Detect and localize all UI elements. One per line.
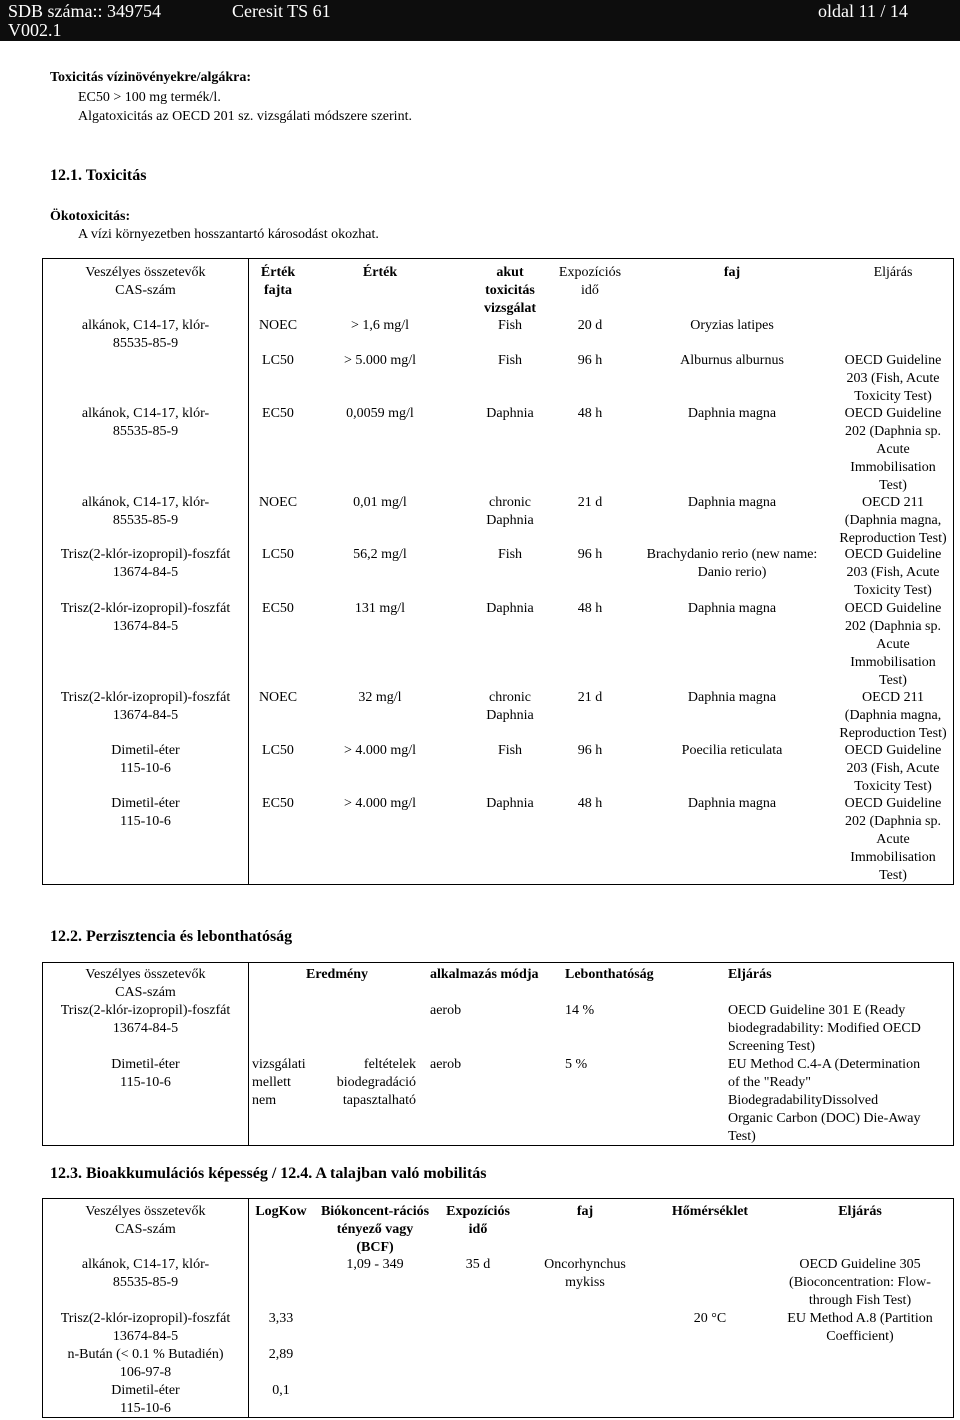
bio-header-temperature: Hőmérséklet <box>671 1204 749 1219</box>
bio-header-bcf: Biókoncent-rációs tényező vagy (BCF) <box>320 1204 430 1255</box>
bio-component <box>43 1256 248 1292</box>
tox-acute-line: Fish <box>497 743 523 758</box>
persist-method-line: OECD Guideline 301 E (Ready <box>728 1003 906 1018</box>
tox-acute-line: Daphnia <box>486 513 534 528</box>
tox-value-type: EC50 <box>262 406 294 421</box>
tox-species <box>632 795 832 813</box>
tox-acute <box>475 689 545 725</box>
persist-result-line: mellett biodegradáció <box>252 1075 416 1090</box>
tox-method-line: (Daphnia magna, <box>844 513 942 528</box>
tox-acute-line: Daphnia <box>486 708 534 723</box>
tox-species-line: Daphnia magna <box>687 406 777 421</box>
tox-value-type: EC50 <box>262 796 294 811</box>
persist-result-line: nem tapasztalható <box>252 1093 416 1108</box>
tox-acute <box>475 795 545 813</box>
component-cas: 85535-85-9 <box>112 513 179 528</box>
tox-acute-line: chronic <box>489 690 531 705</box>
tox-method <box>834 689 952 743</box>
component-cas: 115-10-6 <box>120 1075 171 1090</box>
bio-method <box>770 1256 950 1310</box>
algae-line-2: Algatoxicitás az OECD 201 sz. vizsgálati módszere szerint. <box>78 109 412 124</box>
tox-method-line: 202 (Daphnia sp. <box>844 619 942 634</box>
ecotox-title: Ökotoxicitás: <box>50 209 131 224</box>
component-cas: 85535-85-9 <box>112 336 179 351</box>
persist-result-line: vizsgálati feltételek <box>252 1057 416 1072</box>
tox-value-type: LC50 <box>262 547 294 562</box>
bio-bcf: 1,09 - 349 <box>346 1257 404 1272</box>
tox-header-species: faj <box>723 265 741 280</box>
tox-value: 56,2 mg/l <box>353 547 407 562</box>
bio-component <box>43 1346 248 1382</box>
tox-method-line: 203 (Fish, Acute <box>846 371 940 386</box>
tox-method-line: Toxicity Test) <box>854 779 932 794</box>
page-header <box>0 0 960 41</box>
tox-exposure: 96 h <box>577 353 603 368</box>
tox-method <box>834 795 952 885</box>
persist-method <box>728 1002 950 1056</box>
tox-species <box>632 742 832 760</box>
tox-method <box>834 600 952 690</box>
component-name: Trisz(2-klór-izopropil)-foszfát <box>60 1003 231 1018</box>
tox-method-line: OECD 211 <box>861 495 925 510</box>
persist-header-method: Eljárás <box>728 967 772 982</box>
tox-method-line: Toxicity Test) <box>854 583 932 598</box>
tox-acute-line: Daphnia <box>486 601 534 616</box>
tox-value: > 5.000 mg/l <box>343 353 417 368</box>
persist-method-line: Organic Carbon (DOC) Die-Away <box>728 1111 921 1126</box>
component-cas: 13674-84-5 <box>112 1021 179 1036</box>
tox-header-value: Érték <box>362 265 398 280</box>
persist-method <box>728 1056 950 1146</box>
tox-method-line: Immobilisation <box>850 460 936 475</box>
persist-mode: aerob <box>430 1003 462 1018</box>
product-name: Ceresit TS 61 <box>232 1 331 21</box>
persist-method-line: EU Method C.4-A (Determination <box>728 1057 921 1072</box>
bio-logkow: 2,89 <box>268 1347 294 1362</box>
tox-method-line: Test) <box>879 673 907 688</box>
tox-component <box>43 317 248 353</box>
tox-exposure: 48 h <box>577 601 603 616</box>
persist-method-line: of the "Ready" <box>728 1075 811 1090</box>
tox-method-line: Test) <box>879 478 907 493</box>
tox-species-line: Oryzias latipes <box>690 318 774 333</box>
tox-method-line: Acute <box>876 832 910 847</box>
tox-method <box>834 405 952 495</box>
tox-value: > 4.000 mg/l <box>343 743 417 758</box>
tox-method-line: Immobilisation <box>850 850 936 865</box>
component-name: Trisz(2-klór-izopropil)-foszfát <box>60 1311 231 1326</box>
bio-method <box>770 1310 950 1346</box>
component-name: Dimetil-éter <box>111 1057 180 1072</box>
bio-header-method: Eljárás <box>838 1204 882 1219</box>
component-name: Dimetil-éter <box>111 743 180 758</box>
tox-value-type: EC50 <box>262 601 294 616</box>
table-divider <box>248 258 249 885</box>
tox-value: > 4.000 mg/l <box>343 796 417 811</box>
tox-species <box>632 317 832 335</box>
tox-acute-line: Fish <box>497 318 523 333</box>
tox-value: > 1,6 mg/l <box>350 318 410 333</box>
tox-method-line: Test) <box>879 868 907 883</box>
tox-acute <box>475 742 545 760</box>
tox-species-line: Danio rerio) <box>697 565 767 580</box>
tox-acute-line: Daphnia <box>486 406 534 421</box>
component-name: alkánok, C14-17, klór- <box>81 406 210 421</box>
tox-component <box>43 494 248 530</box>
page-number: oldal 11 / 14 <box>818 1 908 21</box>
tox-exposure: 96 h <box>577 547 603 562</box>
component-cas: 13674-84-5 <box>112 619 179 634</box>
component-cas: 85535-85-9 <box>112 424 179 439</box>
bio-temperature: 20 °C <box>693 1311 727 1326</box>
bio-header-exposure: Expozíciós idő <box>446 1204 510 1237</box>
tox-method-line: Reproduction Test) <box>839 726 947 741</box>
tox-species <box>632 494 832 512</box>
tox-header-component: Veszélyes összetevők CAS-szám <box>85 265 206 298</box>
tox-method-line: 203 (Fish, Acute <box>846 761 940 776</box>
bio-method-line: EU Method A.8 (Partition <box>787 1311 933 1326</box>
tox-method <box>834 742 952 796</box>
component-cas: 115-10-6 <box>120 761 171 776</box>
tox-acute-line: chronic <box>489 495 531 510</box>
tox-acute <box>475 600 545 618</box>
tox-acute-line: Fish <box>497 353 523 368</box>
tox-method-line: Acute <box>876 442 910 457</box>
tox-species-line: Daphnia magna <box>687 690 777 705</box>
tox-exposure: 21 d <box>577 495 603 510</box>
tox-component <box>43 546 248 582</box>
component-cas: 115-10-6 <box>120 814 171 829</box>
tox-acute <box>475 352 545 370</box>
version: V002.1 <box>8 20 62 40</box>
tox-method-line: OECD Guideline <box>844 796 942 811</box>
tox-method <box>834 494 952 548</box>
component-name: alkánok, C14-17, klór- <box>81 1257 210 1272</box>
tox-value: 131 mg/l <box>354 601 406 616</box>
persist-header-result: Eredmény <box>306 967 368 982</box>
tox-method-line: OECD Guideline <box>844 601 942 616</box>
tox-header-method: Eljárás <box>873 265 913 280</box>
bio-species <box>530 1256 640 1292</box>
tox-method-line: OECD Guideline <box>844 353 942 368</box>
tox-exposure: 48 h <box>577 796 603 811</box>
tox-acute-line: Fish <box>497 547 523 562</box>
tox-value-type: NOEC <box>258 495 298 510</box>
bio-method-line: through Fish Test) <box>808 1293 912 1308</box>
tox-method-line: Toxicity Test) <box>854 389 932 404</box>
tox-acute <box>475 494 545 530</box>
tox-value-type: LC50 <box>262 743 294 758</box>
persist-result <box>252 1056 416 1110</box>
component-cas: 115-10-6 <box>120 1401 171 1416</box>
component-cas: 13674-84-5 <box>112 565 179 580</box>
bio-method-line: OECD Guideline 305 <box>799 1257 921 1272</box>
persist-method-line: Screening Test) <box>728 1039 816 1054</box>
component-cas: 106-97-8 <box>119 1365 172 1380</box>
persist-component <box>43 1002 248 1038</box>
tox-component <box>43 600 248 636</box>
tox-acute <box>475 405 545 423</box>
bio-species-line: mykiss <box>565 1275 605 1290</box>
section-12-1-title: 12.1. Toxicitás <box>50 167 147 184</box>
tox-species <box>632 600 832 618</box>
bio-component <box>43 1310 248 1346</box>
component-name: Trisz(2-klór-izopropil)-foszfát <box>60 690 231 705</box>
tox-component <box>43 795 248 831</box>
tox-species-line: Alburnus alburnus <box>680 353 784 368</box>
tox-header-exposure: Expozíciós idő <box>558 265 622 298</box>
component-name: alkánok, C14-17, klór- <box>81 318 210 333</box>
persist-method-line: biodegradability: Modified OECD <box>728 1021 921 1036</box>
tox-species <box>632 546 832 582</box>
bioaccumulation-divider <box>248 1198 249 1418</box>
bio-method-line: (Bioconcentration: Flow- <box>789 1275 931 1290</box>
tox-species-line: Poecilia reticulata <box>681 743 783 758</box>
tox-species-line: Brachydanio rerio (new name: <box>646 547 818 562</box>
tox-acute-line: Daphnia <box>486 796 534 811</box>
tox-species-line: Daphnia magna <box>687 495 777 510</box>
component-cas: 85535-85-9 <box>112 1275 179 1290</box>
section-12-2-title: 12.2. Perzisztencia és lebonthatóság <box>50 928 293 945</box>
tox-value-type: NOEC <box>258 690 298 705</box>
ecotox-text: A vízi környezetben hosszantartó károsodást okozhat. <box>78 227 379 242</box>
tox-species-line: Daphnia magna <box>687 796 777 811</box>
tox-exposure: 48 h <box>577 406 603 421</box>
section-12-3-title: 12.3. Bioakkumulációs képesség / 12.4. A talajban való mobilitás <box>50 1165 487 1182</box>
tox-acute <box>475 546 545 564</box>
algae-title: Toxicitás vízinövényekre/algákra: <box>50 70 252 85</box>
bio-logkow: 0,1 <box>272 1383 290 1398</box>
persist-method-line: BiodegradabilityDissolved <box>728 1093 879 1108</box>
component-name: Dimetil-éter <box>111 796 180 811</box>
tox-exposure: 96 h <box>577 743 603 758</box>
algae-line-1: EC50 > 100 mg termék/l. <box>78 90 221 105</box>
persist-degradability: 5 % <box>565 1057 588 1072</box>
tox-species <box>632 405 832 423</box>
tox-method-line: Reproduction Test) <box>839 531 947 546</box>
tox-acute <box>475 317 545 335</box>
tox-value: 0,0059 mg/l <box>346 406 414 421</box>
tox-header-acute: akut toxicitás vizsgálat <box>483 265 537 316</box>
tox-method-line: OECD Guideline <box>844 743 942 758</box>
tox-value: 0,01 mg/l <box>353 495 407 510</box>
tox-exposure: 21 d <box>577 690 603 705</box>
tox-exposure: 20 d <box>577 318 603 333</box>
tox-method-line: OECD Guideline <box>844 406 942 421</box>
tox-method-line: 203 (Fish, Acute <box>846 565 940 580</box>
tox-header-type: Érték fajta <box>260 265 296 298</box>
bio-method-line: Coefficient) <box>826 1329 894 1344</box>
component-name: alkánok, C14-17, klór- <box>81 495 210 510</box>
tox-species-line: Daphnia magna <box>687 601 777 616</box>
component-name: Trisz(2-klór-izopropil)-foszfát <box>60 547 231 562</box>
component-name: Trisz(2-klór-izopropil)-foszfát <box>60 601 231 616</box>
component-name: Dimetil-éter <box>111 1383 180 1398</box>
persistence-divider <box>248 962 249 1146</box>
tox-value-type: NOEC <box>258 318 298 333</box>
bio-header-logkow: LogKow <box>255 1204 307 1219</box>
bio-logkow: 3,33 <box>268 1311 294 1326</box>
tox-method-line: 202 (Daphnia sp. <box>844 424 942 439</box>
bio-header-species: faj <box>576 1204 594 1219</box>
tox-component <box>43 689 248 725</box>
tox-method <box>834 352 952 406</box>
sdb-number: SDB száma:: 349754 <box>8 1 161 21</box>
tox-species <box>632 689 832 707</box>
tox-method <box>834 546 952 600</box>
component-cas: 13674-84-5 <box>112 1329 179 1344</box>
tox-value-type: LC50 <box>262 353 294 368</box>
component-cas: 13674-84-5 <box>112 708 179 723</box>
tox-method-line: OECD Guideline <box>844 547 942 562</box>
tox-component <box>43 405 248 441</box>
tox-species <box>632 352 832 370</box>
tox-component <box>43 742 248 778</box>
bio-component <box>43 1382 248 1418</box>
bio-header-component: Veszélyes összetevők CAS-szám <box>85 1204 206 1237</box>
persist-header-mode: alkalmazás módja <box>430 967 539 982</box>
persist-mode: aerob <box>430 1057 462 1072</box>
persist-degradability: 14 % <box>565 1003 595 1018</box>
tox-method-line: Acute <box>876 637 910 652</box>
component-name: n-Bután (< 0.1 % Butadién) <box>67 1347 224 1362</box>
tox-method-line: Immobilisation <box>850 655 936 670</box>
persist-method-line: Test) <box>728 1129 756 1144</box>
bio-exposure: 35 d <box>465 1257 491 1272</box>
tox-method-line: (Daphnia magna, <box>844 708 942 723</box>
persist-header-degradability: Lebonthatóság <box>565 967 654 982</box>
persist-component <box>43 1056 248 1092</box>
persist-header-component: Veszélyes összetevők CAS-szám <box>85 967 206 1000</box>
bio-species-line: Oncorhynchus <box>544 1257 626 1272</box>
tox-method-line: 202 (Daphnia sp. <box>844 814 942 829</box>
tox-method-line: OECD 211 <box>861 690 925 705</box>
tox-value: 32 mg/l <box>358 690 402 705</box>
